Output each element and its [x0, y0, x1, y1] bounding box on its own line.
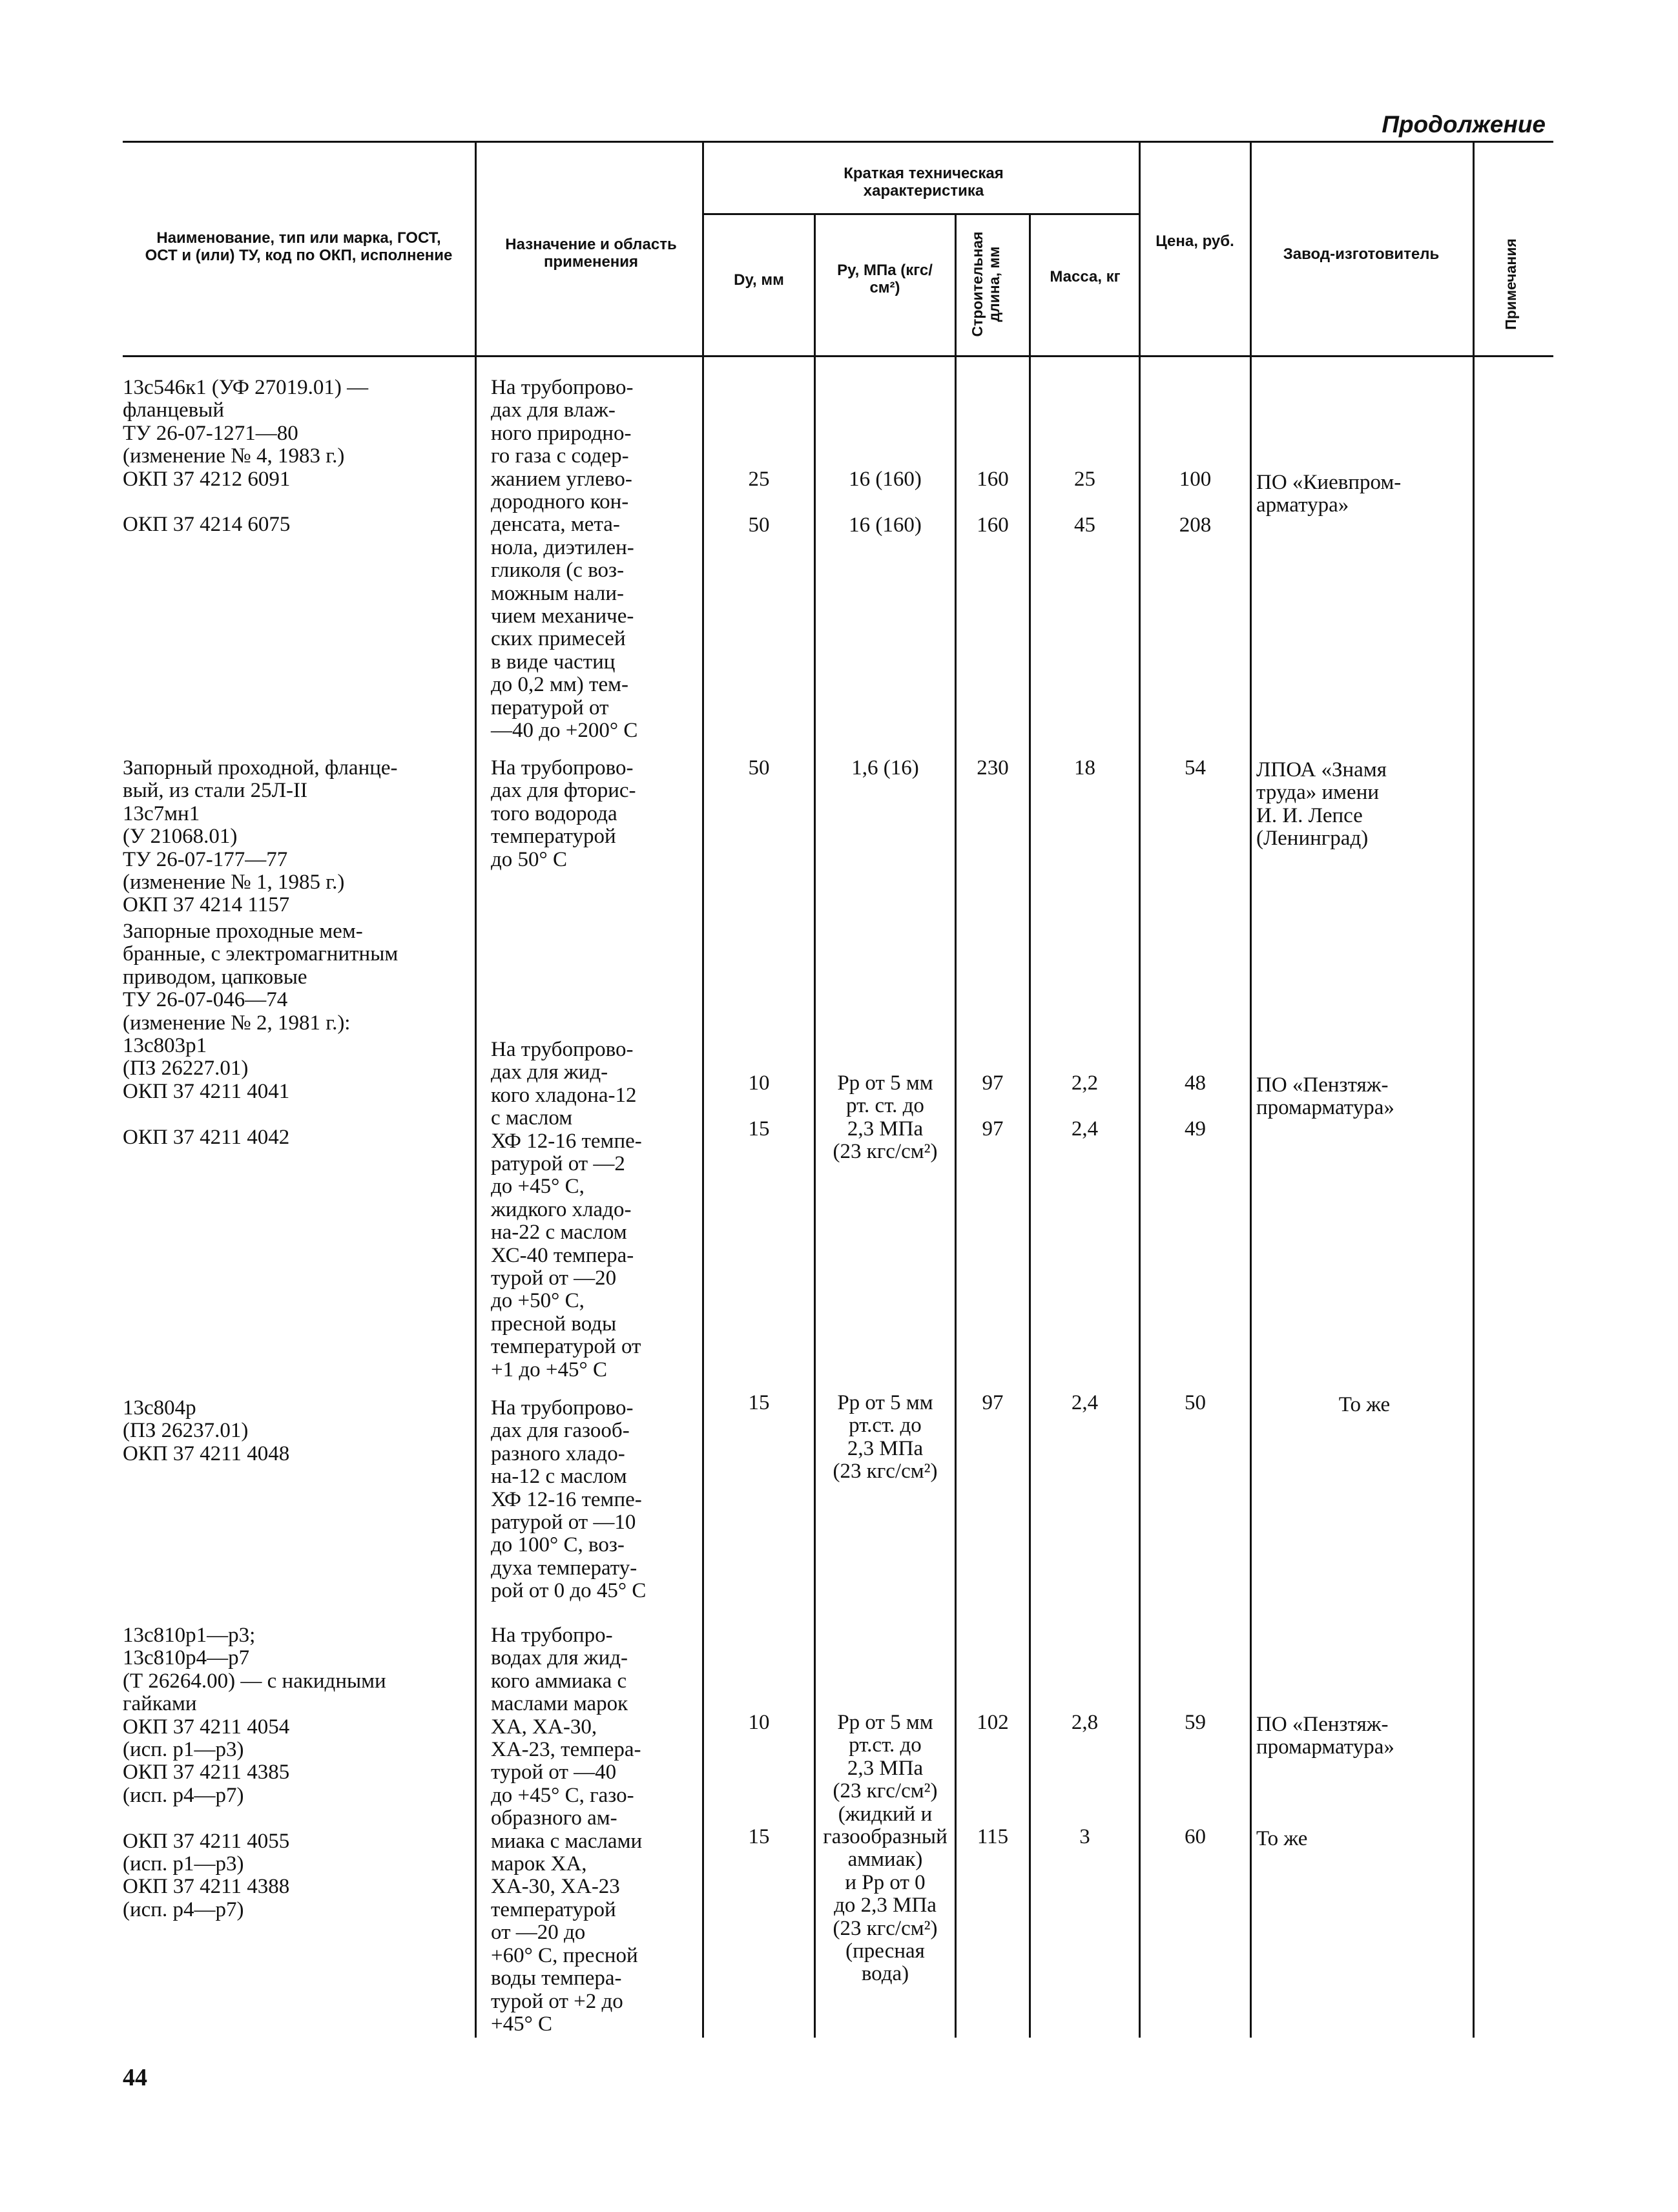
row-py: Pр от 5 мм рт.ст. до 2,3 МПа (23 кгс/см²) (жидкий и газообразный аммиак) и Pр от 0 до 2,3 МПа (23 кгс/см²) (пресная вода)	[823, 1711, 948, 1986]
row-mass: 2,8 3	[1071, 1711, 1099, 1849]
row-dy: 15	[748, 1391, 770, 1414]
col-sep-7	[1250, 141, 1252, 2038]
row-maker: ЛПОА «Знамя труда» имени И. И. Лепсе (Ленинград)	[1256, 758, 1387, 851]
row-price: 54	[1185, 756, 1206, 780]
table-top-rule	[123, 141, 1553, 143]
row-dy: 25 50	[748, 468, 770, 537]
row-py: 16 (160) 16 (160)	[849, 468, 922, 537]
row-mass: 18	[1074, 756, 1095, 780]
header-bottom-rule	[123, 355, 1553, 357]
row-name: Запорный проходной, фланце- вый, из стали 25Л-II 13с7мн1 (У 21068.01) ТУ 26-07-177—77 (изменение № 1, 1985 г.) ОКП 37 4214 1157	[123, 756, 398, 917]
row-name: 13с804р (ПЗ 26237.01) ОКП 37 4211 4048	[123, 1396, 290, 1465]
row-mass: 2,4	[1071, 1391, 1099, 1414]
row-price: 100 208	[1179, 468, 1212, 537]
header-notes: Примечания	[1502, 238, 1519, 330]
row-purpose: На трубопрово- дах для фторис- того водорода температурой до 50° С	[491, 756, 636, 871]
col-sep-1	[475, 141, 477, 2038]
header-mass: Масса, кг	[1050, 268, 1121, 285]
row-name: Запорные проходные мем- бранные, с электромагнитным приводом, цапковые ТУ 26-07-046—74 (изменение № 2, 1981 г.): 13с803р1 (ПЗ 26227.01) ОКП 37 4211 4041 ОКП 37 4211 4042	[123, 920, 399, 1149]
row-dy: 10 15	[748, 1711, 770, 1849]
row-purpose: На трубопрово- дах для газооб- разного хладо- на-12 с маслом ХФ 12-16 темпе- ратурой от —10 до 100° С, воз- духа температу- рой от 0 до 45° С	[491, 1396, 647, 1603]
row-maker: ПО «Пензтяж- промарматура»	[1256, 1073, 1394, 1120]
row-purpose: На трубопро- водах для жид- кого аммиака с маслами марок ХА, ХА-30, ХА-23, темпера- турой от —40 до +45° С, газо- образного ам- миака с маслами марок ХА, ХА-30, ХА-23 температурой от —20 до +60° С, пресной воды темпера- турой от +2 до +45° С	[491, 1624, 643, 2036]
row-length: 97	[982, 1391, 1004, 1414]
col-sep-8	[1473, 141, 1475, 2038]
row-py: Pр от 5 мм рт.ст. до 2,3 МПа (23 кгс/см²)	[833, 1391, 938, 1483]
header-price: Цена, руб.	[1155, 233, 1234, 250]
header-maker: Завод-изготовитель	[1283, 245, 1440, 263]
row-mass: 25 45	[1074, 468, 1095, 537]
row-maker: ПО «Пензтяж- промарматура» То же	[1256, 1713, 1394, 1851]
page-number: 44	[123, 2064, 147, 2091]
row-maker: То же	[1338, 1393, 1391, 1416]
continuation-label: Продолжение	[1382, 111, 1546, 138]
header-name: Наименование, тип или марка, ГОСТ, ОСТ и (или) ТУ, код по ОКП, исполнение	[145, 229, 453, 264]
row-price: 48 49	[1185, 1071, 1206, 1141]
row-dy: 10 15	[748, 1071, 770, 1141]
row-name: 13с810р1—р3; 13с810р4—р7 (Т 26264.00) — с накидными гайками ОКП 37 4211 4054 (исп. р1—р3) ОКП 37 4211 4385 (исп. р4—р7) ОКП 37 4211 4055 (исп. р1—р3) ОКП 37 4211 4388 (исп. р4—р7)	[123, 1624, 386, 1921]
header-py: Pу, МПа (кгс/см²)	[837, 262, 933, 296]
row-py: 1,6 (16)	[851, 756, 919, 780]
row-length: 230	[977, 756, 1009, 780]
brief-sub-rule	[702, 213, 1139, 215]
header-brief: Краткая техническая характеристика	[844, 165, 1004, 200]
header-dy: Dу, мм	[734, 271, 784, 289]
row-py: Pр от 5 мм рт. ст. до 2,3 МПа (23 кгс/см²)	[833, 1071, 938, 1164]
header-length: Строительная длина, мм	[969, 231, 1002, 337]
row-length: 102 115	[977, 1711, 1009, 1849]
row-price: 59 60	[1185, 1711, 1206, 1849]
row-dy: 50	[748, 756, 770, 780]
row-length: 160 160	[977, 468, 1009, 537]
row-name: 13с546к1 (УФ 27019.01) — фланцевый ТУ 26-07-1271—80 (изменение № 4, 1983 г.) ОКП 37 4212 6091 ОКП 37 4214 6075	[123, 376, 369, 537]
row-maker: ПО «Киевпром- арматура»	[1256, 471, 1402, 517]
row-mass: 2,2 2,4	[1071, 1071, 1099, 1141]
header-purpose: Назначение и область применения	[505, 236, 677, 271]
row-length: 97 97	[982, 1071, 1004, 1141]
row-purpose: На трубопрово- дах для жид- кого хладона-12 с маслом ХФ 12-16 темпе- ратурой от —2 до +45° С, жидкого хладо- на-22 с маслом ХС-40 темпера- турой от —20 до +50° С, пресной воды температурой от +1 до +45° С	[491, 1038, 642, 1381]
row-purpose: На трубопрово- дах для влаж- ного природно- го газа с содер- жанием углево- дородного кон- денсата, мета- нола, диэтилен- гликоля (с воз- можным нали- чием механиче- ских примесей в виде частиц до 0,2 мм) тем- пературой от —40 до +200° С	[491, 376, 638, 743]
row-price: 50	[1185, 1391, 1206, 1414]
